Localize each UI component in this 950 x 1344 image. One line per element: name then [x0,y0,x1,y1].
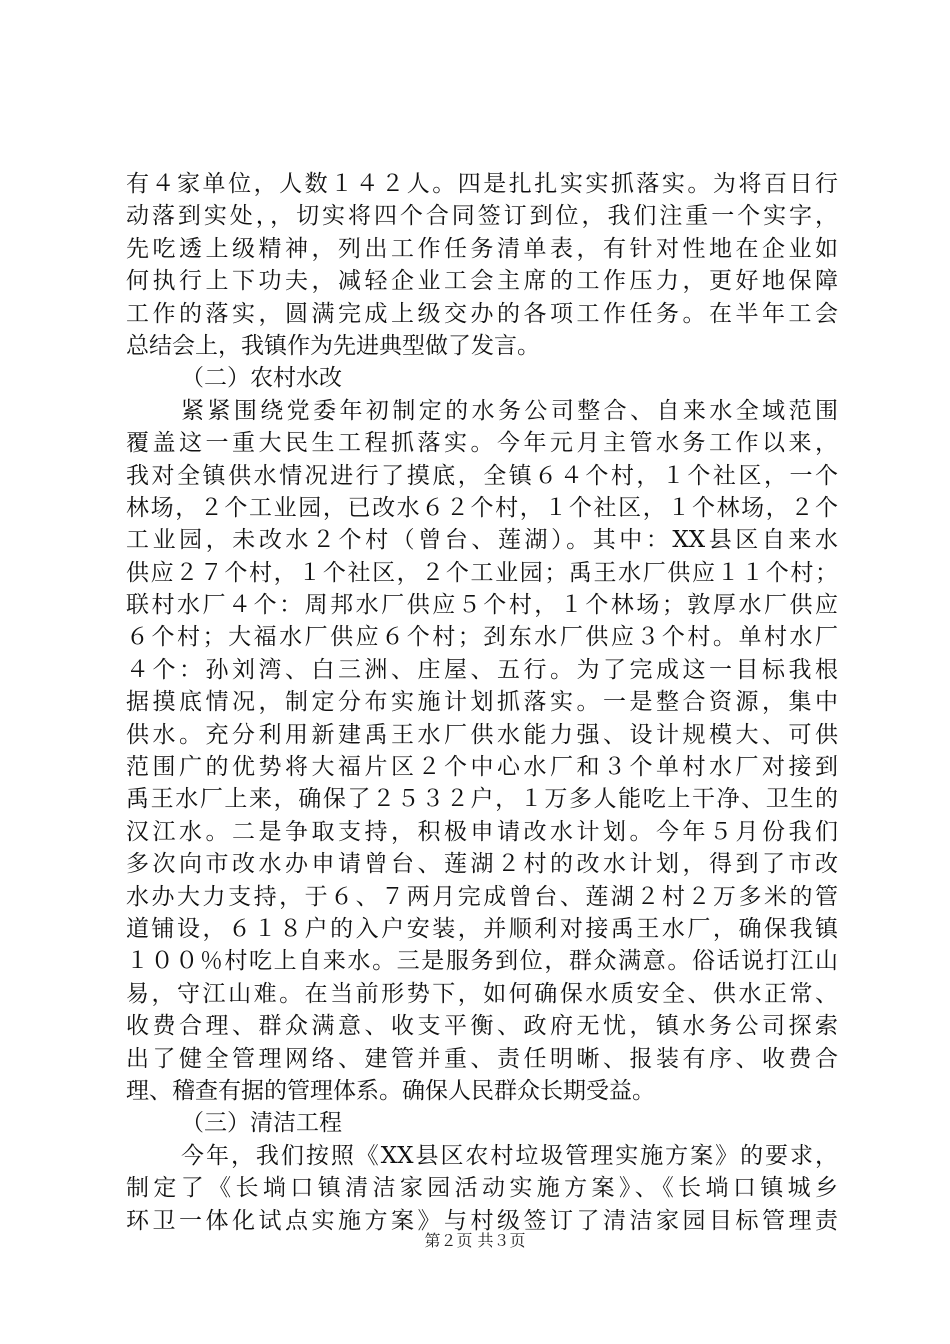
text-line: 先吃透上级精神，列出工作任务清单表，有针对性地在企业如 [126,235,838,262]
document-body [126,168,838,1237]
text-line: 环卫一体化试点实施方案》与村级签订了清洁家园目标管理责 [126,1207,838,1234]
text-line: 道铺设，６１８户的入户安装，并顺利对接禹王水厂，确保我镇 [126,915,838,942]
text-line: ６个村；大福水厂供应６个村；刭东水厂供应３个村。单村水厂 [126,624,838,651]
text-line: 出了健全管理网络、建管并重、责任明晰、报装有序、收费合 [126,1045,838,1072]
page-number-footer: 第２页 共３页 [424,1231,526,1250]
text-line: 供应２７个村，１个社区，２个工业园；禹王水厂供应１１个村； [126,559,838,586]
text-line: 林场，２个工业园，已改水６２个村，１个社区，１个林场，２个 [126,494,838,521]
text-line: 联村水厂４个：周邦水厂供应５个村，１个林场；敦厚水厂供应 [126,592,838,619]
text-line: 据摸底情况，制定分布实施计划抓落实。一是整合资源，集中 [126,689,838,716]
text-line: 工业园，未改水２个村（曾台、莲湖）。其中：XX县区自来水 [126,527,838,554]
text-line: 有４家单位，人数１４２人。四是扎扎实实抓落实。为将百日行 [126,171,838,197]
text-line: 动落到实处，，切实将四个合同签订到位，我们注重一个实字， [126,203,838,230]
text-line: 紧紧围绕党委年初制定的水务公司整合、自来水全域范围 [181,397,838,424]
text-line: 多次向市改水办申请曾台、莲湖２村的改水计划，得到了市改 [126,851,838,878]
text-line: 何执行上下功夫，减轻企业工会主席的工作压力，更好地保障 [126,268,838,295]
text-line: 理、稽查有据的管理体系。确保人民群众长期受益。 [126,1077,655,1104]
text-line: 收费合理、群众满意、收支平衡、政府无忧，镇水务公司探索 [126,1013,838,1040]
text-line: 供水。充分利用新建禹王水厂供水能力强、设计规模大、可供 [126,721,838,748]
text-line: 覆盖这一重大民生工程抓落实。今年元月主管水务工作以来， [126,430,838,457]
text-line: １００％村吃上自来水。三是服务到位，群众满意。俗话说打江山 [126,948,838,975]
section-heading: （三）清洁工程 [181,1110,342,1137]
text-line: ４个：孙刘湾、白三洲、庄屋、五行。为了完成这一目标我根 [126,656,838,683]
text-line: 范围广的优势将大福片区２个中心水厂和３个单村水厂对接到 [126,754,838,781]
text-line: 工作的落实，圆满完成上级交办的各项工作任务。在半年工会 [126,300,838,327]
text-line: 总结会上，我镇作为先进典型做了发言。 [126,332,540,359]
text-line: 易，守江山难。在当前形势下，如何确保水质安全、供水正常、 [126,980,838,1007]
text-line: 禹王水厂上来，确保了２５３２户，１万多人能吃上干净、卫生的 [126,786,838,813]
text-line: 水办大力支持，于６、７两月完成曾台、莲湖２村２万多米的管 [126,883,838,910]
text-line: 今年，我们按照《XX县区农村垃圾管理实施方案》的要求， [181,1142,838,1169]
text-line: 汉江水。二是争取支持，积极申请改水计划。今年５月份我们 [126,818,838,845]
text-line: 我对全镇供水情况进行了摸底，全镇６４个村，１个社区，一个 [126,462,838,489]
text-line: 制定了《长埫口镇清洁家园活动实施方案》、《长埫口镇城乡 [126,1175,838,1202]
section-heading: （二）农村水改 [181,365,342,392]
